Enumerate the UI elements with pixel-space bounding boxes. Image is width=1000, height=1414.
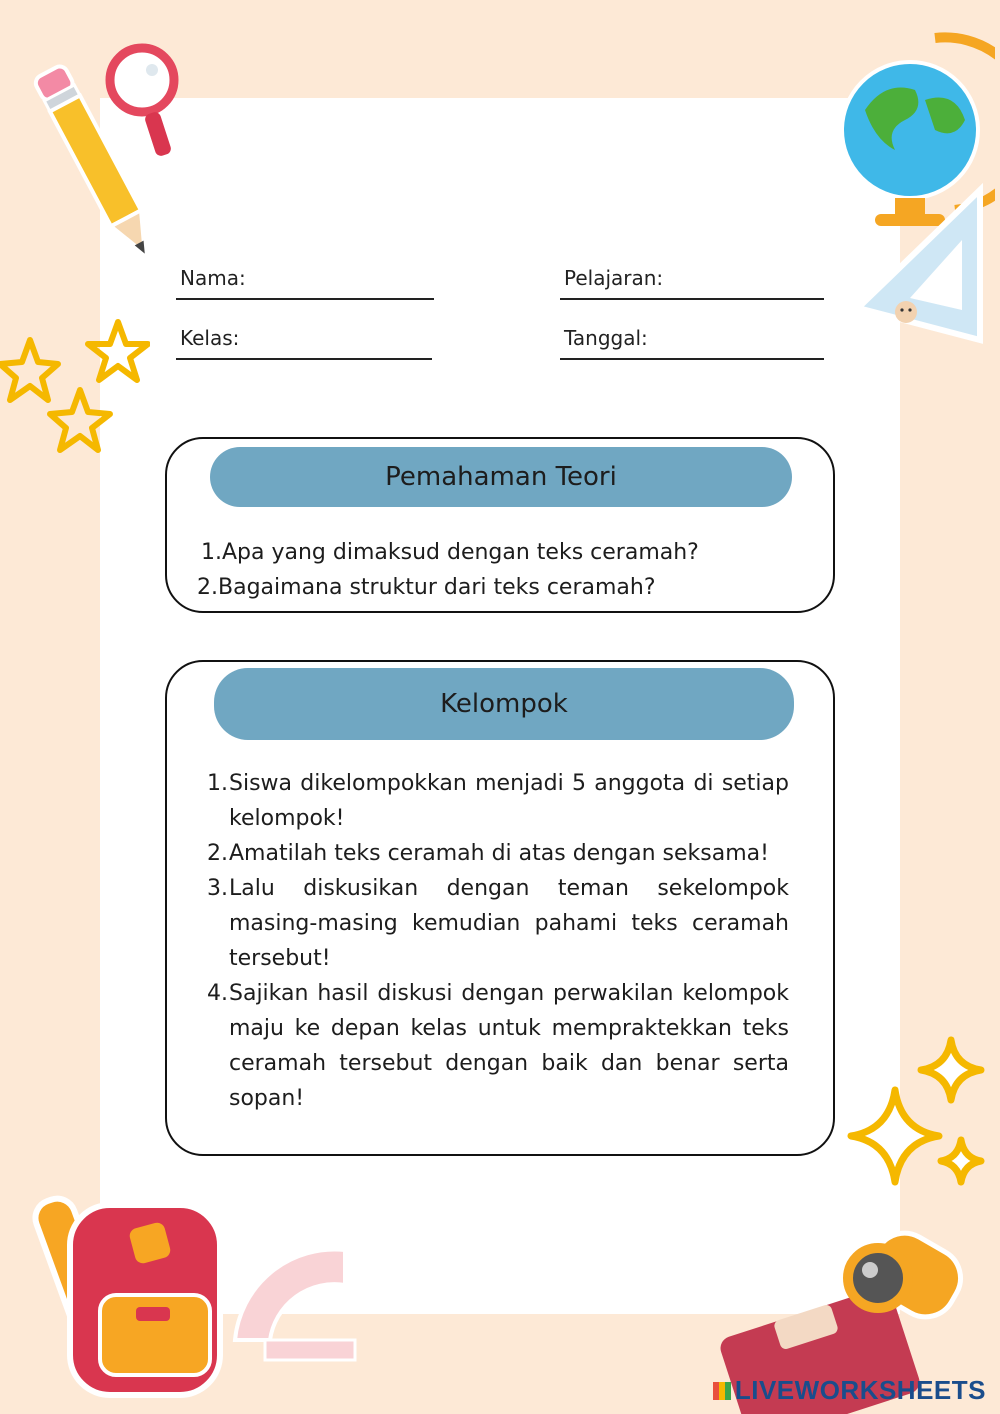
group-card: [165, 660, 835, 1156]
list-item: 4. Sajikan hasil diskusi dengan perwakilan kelompok maju ke depan kelas untuk mempraktekkan teks ceramah tersebut dengan baik dan benar serta sopan!: [207, 981, 789, 1111]
tanggal-field[interactable]: [560, 326, 824, 360]
pelajaran-label: Pelajaran:: [564, 266, 664, 290]
tanggal-label: Tanggal:: [564, 326, 648, 350]
theory-title: Pemahaman Teori: [210, 447, 792, 507]
nama-field[interactable]: [176, 266, 434, 300]
pelajaran-line: [560, 298, 824, 300]
kelas-line: [176, 358, 432, 360]
group-title: Kelompok: [214, 668, 794, 740]
magnifier-icon: [100, 40, 190, 170]
theory-question-1-num: 1.: [201, 540, 222, 565]
sparkles-icon: [845, 1030, 995, 1200]
theory-question-1-text: Apa yang dimaksud dengan teks ceramah?: [222, 540, 699, 565]
stars-icon: [0, 310, 150, 470]
list-item: 3. Lalu diskusikan dengan teman sekelompok masing-masing kemudian pahami teks ceramah tersebut!: [207, 876, 789, 971]
theory-card: [165, 437, 835, 613]
theory-question-2-text: Bagaimana struktur dari teks ceramah?: [218, 575, 656, 600]
list-item: 2. Amatilah teks ceramah di atas dengan seksama!: [207, 841, 769, 866]
group-instruction-list: [207, 766, 789, 1116]
liveworksheets-logo: LIVEWORKSHEETS: [713, 1375, 986, 1406]
nama-line: [176, 298, 434, 300]
tanggal-line: [560, 358, 824, 360]
theory-question-2: [197, 575, 656, 600]
nama-label: Nama:: [180, 266, 246, 290]
theory-question-2-num: 2.: [197, 575, 218, 600]
theory-question-1: [201, 540, 699, 565]
kelas-label: Kelas:: [180, 326, 240, 350]
protractor-icon: [225, 1230, 365, 1370]
list-item: 1. Siswa dikelompokkan menjadi 5 anggota di setiap kelompok!: [207, 771, 789, 831]
kelas-field[interactable]: [176, 326, 432, 360]
backpack-icon: [20, 1175, 260, 1405]
pelajaran-field[interactable]: [560, 266, 824, 300]
ruler-triangle-icon: [850, 180, 990, 350]
brand-mark-icon: [713, 1382, 731, 1400]
